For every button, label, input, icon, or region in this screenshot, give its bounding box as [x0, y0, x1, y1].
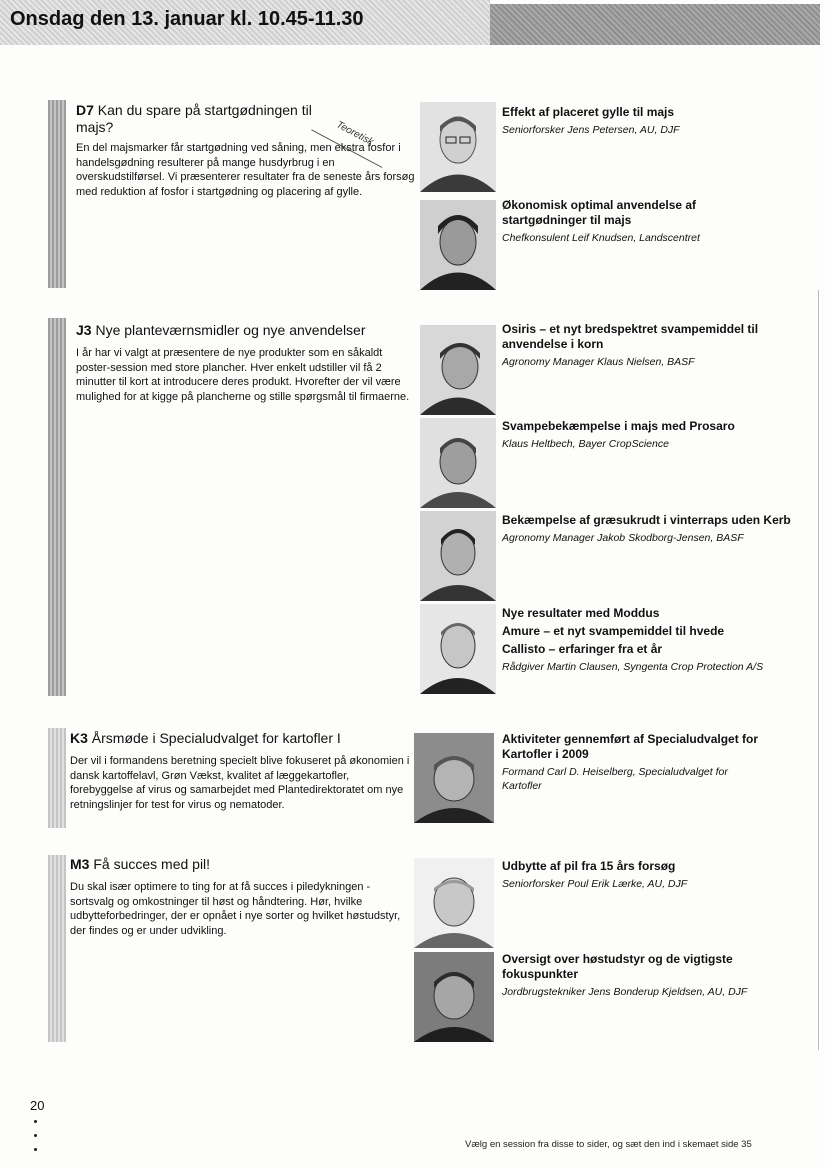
- section-title: Nye planteværnsmidler og nye anvendelser: [95, 322, 366, 338]
- talk-title: Oversigt over høstudstyr og de vigtigste fokuspunkter: [502, 952, 733, 981]
- section-code: D7: [76, 102, 94, 118]
- section-strip-d7: [48, 100, 66, 288]
- speaker-photo: [414, 858, 494, 948]
- talk-title: Udbytte af pil fra 15 års forsøg: [502, 859, 676, 873]
- speaker-photo: [420, 604, 496, 694]
- talk-speaker: Jordbrugstekniker Jens Bonderup Kjeldsen, AU, DJF: [502, 986, 748, 998]
- talk-item: [502, 732, 792, 793]
- talk-title: Effekt af placeret gylle til majs: [502, 105, 675, 119]
- talk-speaker: Seniorforsker Poul Erik Lærke, AU, DJF: [502, 878, 688, 890]
- speaker-photo: [420, 418, 496, 508]
- teoretisk-stamp: Teoretisk: [311, 110, 392, 168]
- speaker-photo: [420, 325, 496, 415]
- speaker-photo: [420, 511, 496, 601]
- talk-title: Nye resultater med Moddus: [502, 606, 660, 620]
- page-title: Onsdag den 13. januar kl. 10.45-11.30: [10, 8, 364, 30]
- section-k3-body: Der vil i formandens beretning specielt blive fokuseret på økonomien i dansk kartoffelavl, Grøn Vækst, kvalitet af læggekartofler, forebyggelse af virus og samarbejdet med Plantedirektoratet om nye retningslinjer for test for virus og nematoder.: [70, 755, 410, 811]
- talk-item: [502, 952, 762, 999]
- talk-title: Osiris – et nyt bredspektret svampemiddel til anvendelse i korn: [502, 322, 759, 351]
- section-title: Årsmøde i Specialudvalget for kartofler I: [91, 730, 341, 746]
- section-k3-heading: [70, 730, 410, 747]
- section-code: K3: [70, 730, 88, 746]
- section-m3-body: Du skal især optimere to ting for at få succes i piledykningen - sortsvalg og omkostninger til høst og håndtering. Hør, hvilke udbytteforbedringer, der er opnået i nye sorter og hvilket høstudstyr, der findes og er under udvikling.: [70, 881, 401, 937]
- bullet-dot: [34, 1148, 37, 1151]
- page-number: 20: [30, 1098, 45, 1113]
- section-code: M3: [70, 856, 90, 872]
- section-d7-body: En del majsmarker får startgødning ved såning, men ekstra fosfor i handelsgødning resulterer på mange husdyrbrug i en overskudstilførsel. Vi præsenterer resultater fra de seneste års forsøg med reduktion af fosfor i startgødning og placering af gylle.: [76, 142, 415, 198]
- talk-item: [502, 513, 792, 545]
- talk-item: [502, 859, 792, 891]
- right-margin-rule: [818, 290, 819, 1050]
- talk-item: [502, 105, 802, 137]
- talk-title: Bekæmpelse af græsukrudt i vinterraps uden Kerb: [502, 513, 791, 527]
- section-d7-heading: [76, 102, 316, 136]
- section-title: Kan du spare på startgødningen til majs?: [76, 102, 312, 135]
- talk-speaker: Seniorforsker Jens Petersen, AU, DJF: [502, 124, 680, 136]
- section-strip-j3: [48, 318, 66, 696]
- speaker-photo: [420, 102, 496, 192]
- talk-speaker: Chefkonsulent Leif Knudsen, Landscentret: [502, 232, 700, 244]
- talk-speaker: Klaus Heltbech, Bayer CropScience: [502, 438, 669, 450]
- section-strip-k3: [48, 728, 66, 828]
- talk-title: Callisto – erfaringer fra et år: [502, 642, 663, 656]
- speaker-photo: [414, 952, 494, 1042]
- header-bar-right: [490, 4, 820, 45]
- section-code: J3: [76, 322, 92, 338]
- talk-title: Amure – et nyt svampemiddel til hvede: [502, 624, 725, 638]
- footer-note: Vælg en session fra disse to sider, og sæt den ind i skemaet side 35: [465, 1139, 752, 1150]
- talk-speaker: Agronomy Manager Klaus Nielsen, BASF: [502, 356, 695, 368]
- talk-speaker: Formand Carl D. Heiselberg, Specialudvalget for Kartofler: [502, 766, 728, 792]
- section-m3-heading: [70, 856, 410, 873]
- bullet-dot: [34, 1134, 37, 1137]
- talk-title: Økonomisk optimal anvendelse af startgødninger til majs: [502, 198, 697, 227]
- talk-title: Aktiviteter gennemført af Specialudvalget for Kartofler i 2009: [502, 732, 759, 761]
- talk-item: [502, 606, 802, 674]
- section-j3-heading: [76, 322, 416, 339]
- bullet-dot: [34, 1120, 37, 1123]
- talk-item: [502, 419, 792, 451]
- talk-speaker: Rådgiver Martin Clausen, Syngenta Crop Protection A/S: [502, 661, 764, 673]
- speaker-photo: [414, 733, 494, 823]
- talk-item: [502, 198, 782, 245]
- talk-item: [502, 322, 792, 369]
- talk-speaker: Agronomy Manager Jakob Skodborg-Jensen, BASF: [502, 532, 744, 544]
- talk-title: Svampebekæmpelse i majs med Prosaro: [502, 419, 735, 433]
- section-j3-body: I år har vi valgt at præsentere de nye produkter som en såkaldt poster-session med store plancher. Hver enkelt udstiller vil få 2 minutter til kort at introducere deres produkt. Hvorefter der vil være mulighed for at kigge på plancherne og stille spørgsmål til firmaerne.: [76, 347, 410, 403]
- speaker-photo: [420, 200, 496, 290]
- section-strip-m3: [48, 855, 66, 1042]
- section-title: Få succes med pil!: [93, 856, 211, 872]
